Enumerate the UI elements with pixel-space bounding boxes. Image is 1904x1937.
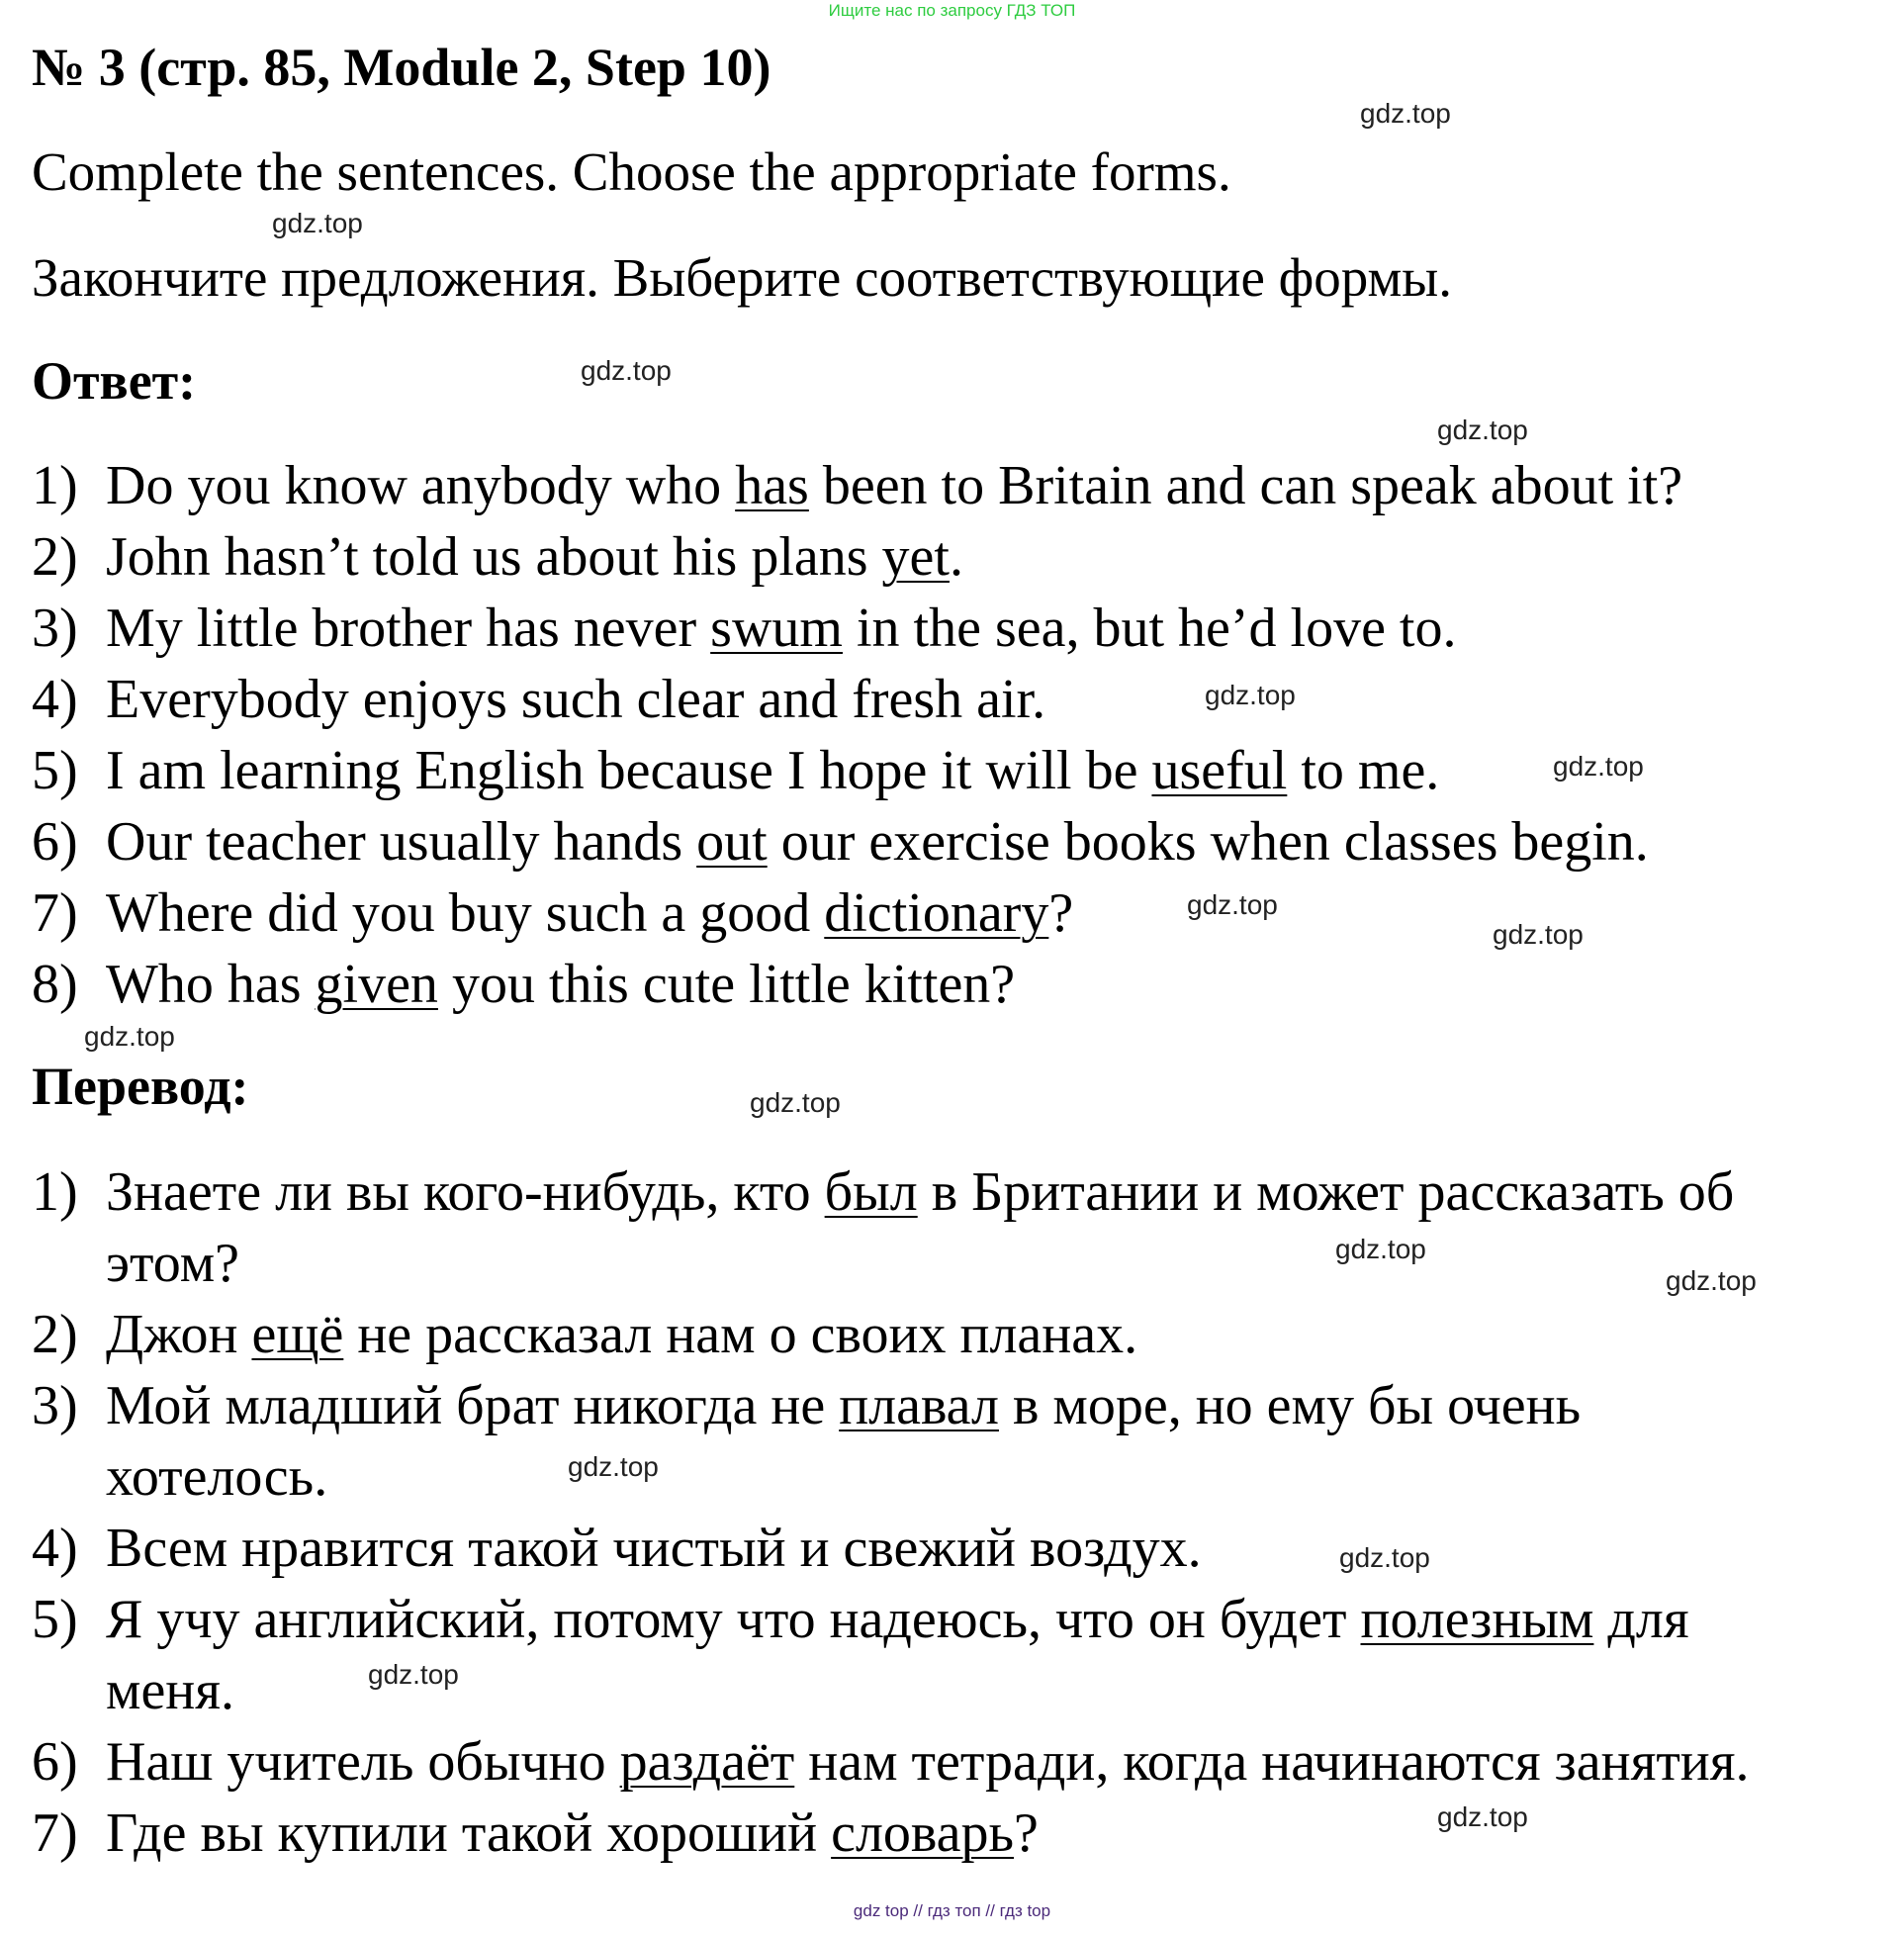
item-number: 2) <box>32 1304 78 1365</box>
answer-heading: Ответ: <box>32 351 197 411</box>
sentence-text: Джон <box>106 1304 252 1365</box>
translation-item <box>32 1370 1581 1441</box>
sentence-text: . <box>949 526 963 588</box>
watermark-text: gdz.top <box>1666 1265 1757 1296</box>
watermark-text: gdz.top <box>1493 919 1584 950</box>
item-number: 7) <box>32 882 78 944</box>
answer-word: swum <box>710 598 843 659</box>
translation-item <box>32 1584 1689 1655</box>
sentence-text: для <box>1593 1589 1689 1650</box>
watermark-text: gdz.top <box>1360 98 1451 129</box>
watermark-text: gdz.top <box>1335 1234 1426 1264</box>
watermark-text: gdz.top <box>750 1087 841 1118</box>
sentence-text: in the sea, but he’d love to. <box>842 598 1457 659</box>
instruction-english: Complete the sentences. Choose the appropriate forms. <box>32 141 1231 202</box>
answer-word: yet <box>881 526 950 588</box>
answer-word: useful <box>1151 740 1288 801</box>
sentence-text: Where did you buy such a good <box>106 882 825 944</box>
answer-item <box>32 949 1015 1020</box>
item-number: 4) <box>32 1518 78 1579</box>
answer-word: полезным <box>1360 1589 1594 1650</box>
sentence-text: our exercise books when classes begin. <box>767 811 1649 873</box>
sentence-text: Всем нравится такой чистый и свежий воздух. <box>106 1518 1202 1579</box>
sentence-text: Знаете ли вы кого-нибудь, кто <box>106 1161 825 1223</box>
translation-item <box>32 1798 1039 1869</box>
answer-word: раздаёт <box>619 1731 795 1793</box>
watermark-text: gdz.top <box>1553 751 1644 782</box>
watermark-text: gdz.top <box>1437 415 1528 445</box>
item-number: 5) <box>32 740 78 801</box>
item-number: 6) <box>32 811 78 873</box>
watermark-text: gdz.top <box>1187 889 1278 920</box>
sentence-text: Everybody enjoys such clear and fresh air. <box>106 669 1046 730</box>
sentence-text: to me. <box>1287 740 1440 801</box>
translation-continuation: этом? <box>106 1233 239 1294</box>
answer-word: dictionary <box>824 882 1049 944</box>
watermark-text: gdz.top <box>272 208 363 238</box>
sentence-text: нам тетради, когда начинаются занятия. <box>794 1731 1750 1793</box>
answer-item <box>32 877 1073 949</box>
sentence-text: Мой младший брат никогда не <box>106 1375 840 1436</box>
page-title: № 3 (стр. 85, Module 2, Step 10) <box>32 38 771 97</box>
translation-item <box>32 1513 1202 1584</box>
translation-continuation: хотелось. <box>106 1446 328 1508</box>
answer-word: словарь <box>831 1802 1015 1864</box>
answer-word: плавал <box>839 1375 999 1436</box>
search-banner[interactable]: Ищите нас по запросу ГДЗ ТОП <box>828 1 1076 20</box>
item-number: 1) <box>32 1161 78 1223</box>
answer-item <box>32 593 1456 664</box>
watermark-text: gdz.top <box>568 1451 659 1482</box>
sentence-text: My little brother has never <box>106 598 711 659</box>
watermark-text: gdz.top <box>581 355 672 386</box>
item-number: 4) <box>32 669 78 730</box>
sentence-text: you this cute little kitten? <box>437 954 1016 1015</box>
translation-heading: Перевод: <box>32 1057 249 1116</box>
answer-item <box>32 735 1439 806</box>
translation-item <box>32 1726 1750 1798</box>
answer-word: ещё <box>251 1304 344 1365</box>
item-number: 1) <box>32 455 78 516</box>
sentence-text: Our teacher usually hands <box>106 811 697 873</box>
sentence-text: Я учу английский, потому что надеюсь, что он будет <box>106 1589 1361 1650</box>
answer-item <box>32 664 1045 735</box>
answer-word: given <box>315 954 438 1015</box>
item-number: 6) <box>32 1731 78 1793</box>
watermark-text: gdz.top <box>1437 1801 1528 1832</box>
item-number: 3) <box>32 598 78 659</box>
footer-links[interactable]: gdz top // гдз топ // гдз top <box>853 1901 1051 1920</box>
instruction-russian: Закончите предложения. Выберите соответствующие формы. <box>32 247 1452 308</box>
answer-word: был <box>824 1161 918 1223</box>
translation-item <box>32 1299 1137 1370</box>
translation-continuation: меня. <box>106 1660 235 1721</box>
sentence-text: Где вы купили такой хороший <box>106 1802 832 1864</box>
item-number: 5) <box>32 1589 78 1650</box>
sentence-text: Наш учитель обычно <box>106 1731 620 1793</box>
sentence-text: ? <box>1048 882 1074 944</box>
item-number: 2) <box>32 526 78 588</box>
watermark-text: gdz.top <box>1339 1542 1430 1573</box>
sentence-text: John hasn’t told us about his plans <box>106 526 882 588</box>
sentence-text: в Британии и может рассказать об <box>917 1161 1735 1223</box>
sentence-text: в море, но ему бы очень <box>998 1375 1582 1436</box>
sentence-text: не рассказал нам о своих планах. <box>343 1304 1138 1365</box>
sentence-text: I am learning English because I hope it will be <box>106 740 1152 801</box>
answer-word: has <box>735 455 809 516</box>
sentence-text: Do you know anybody who <box>106 455 736 516</box>
item-number: 8) <box>32 954 78 1015</box>
item-number: 7) <box>32 1802 78 1864</box>
sentence-text: ? <box>1014 1802 1039 1864</box>
item-number: 3) <box>32 1375 78 1436</box>
answer-item <box>32 806 1649 877</box>
watermark-text: gdz.top <box>1205 680 1296 710</box>
translation-item <box>32 1156 1734 1228</box>
sentence-text: been to Britain and can speak about it? <box>808 455 1683 516</box>
watermark-text: gdz.top <box>84 1021 175 1052</box>
answer-word: out <box>696 811 768 873</box>
answer-item <box>32 521 963 593</box>
sentence-text: Who has <box>106 954 316 1015</box>
answer-item <box>32 450 1682 521</box>
watermark-text: gdz.top <box>368 1659 459 1690</box>
